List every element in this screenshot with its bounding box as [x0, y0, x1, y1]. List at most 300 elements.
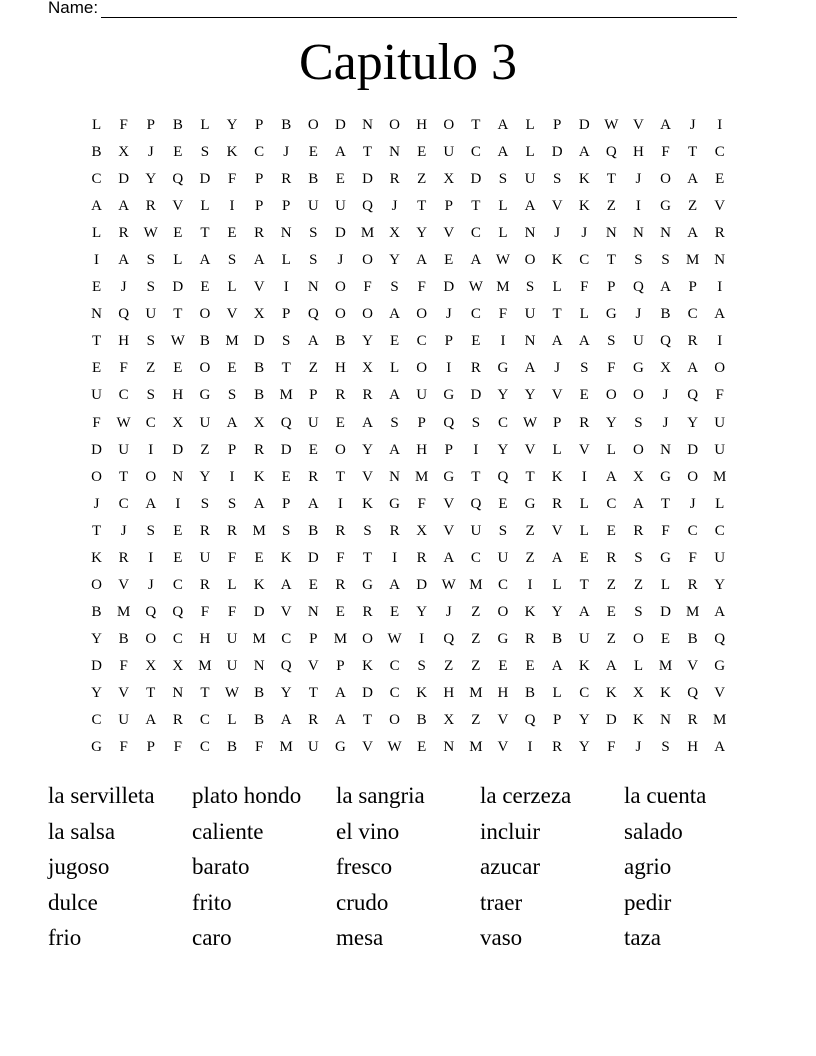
grid-letter[interactable]: A — [470, 252, 482, 269]
grid-letter[interactable]: R — [606, 549, 617, 566]
grid-letter[interactable]: E — [200, 279, 210, 296]
grid-letter[interactable]: A — [280, 712, 292, 729]
grid-letter[interactable]: Q — [362, 198, 373, 215]
grid-letter[interactable]: E — [606, 603, 616, 620]
grid-letter[interactable]: F — [254, 739, 264, 756]
grid-letter[interactable]: H — [416, 117, 428, 133]
grid-letter[interactable]: Y — [389, 252, 400, 269]
grid-letter[interactable]: E — [173, 549, 183, 566]
grid-letter[interactable]: O — [199, 360, 211, 377]
grid-letter[interactable]: W — [604, 117, 619, 133]
grid-letter[interactable]: J — [581, 225, 588, 242]
grid-letter[interactable]: J — [283, 144, 290, 161]
grid-letter[interactable]: E — [525, 657, 535, 674]
grid-letter[interactable]: F — [661, 144, 670, 161]
grid-letter[interactable]: Q — [524, 712, 536, 729]
grid-letter[interactable]: M — [252, 522, 266, 539]
grid-letter[interactable]: D — [470, 387, 482, 404]
grid-letter[interactable]: K — [253, 576, 265, 593]
grid-letter[interactable]: Q — [633, 279, 644, 296]
grid-letter[interactable]: S — [390, 279, 399, 296]
grid-letter[interactable]: S — [227, 495, 237, 512]
grid-letter[interactable]: K — [605, 684, 617, 701]
grid-letter[interactable]: T — [200, 225, 210, 242]
grid-letter[interactable]: R — [335, 576, 346, 593]
grid-letter[interactable]: J — [147, 144, 154, 161]
grid-letter[interactable]: X — [660, 360, 671, 377]
grid-letter[interactable]: Q — [172, 603, 184, 620]
grid-letter[interactable]: I — [581, 468, 587, 485]
grid-letter[interactable]: V — [118, 684, 130, 701]
grid-letter[interactable]: E — [173, 225, 183, 242]
grid-letter[interactable]: G — [660, 198, 671, 215]
grid-letter[interactable]: X — [633, 468, 644, 485]
grid-letter[interactable]: O — [389, 712, 400, 729]
grid-letter[interactable]: J — [689, 495, 696, 512]
grid-letter[interactable]: C — [470, 549, 481, 566]
grid-letter[interactable]: F — [498, 306, 508, 323]
grid-letter[interactable]: R — [254, 225, 265, 242]
grid-letter[interactable]: H — [687, 739, 699, 756]
grid-letter[interactable]: D — [578, 117, 590, 133]
grid-letter[interactable]: L — [498, 198, 508, 215]
grid-letter[interactable]: V — [443, 495, 455, 512]
grid-letter[interactable]: I — [148, 549, 154, 566]
grid-letter[interactable]: R — [470, 360, 481, 377]
grid-letter[interactable]: A — [91, 198, 102, 215]
grid-letter[interactable]: D — [605, 712, 617, 729]
grid-letter[interactable]: L — [579, 495, 589, 512]
grid-letter[interactable]: A — [334, 684, 346, 701]
grid-letter[interactable]: H — [334, 360, 346, 377]
grid-letter[interactable]: O — [334, 441, 346, 458]
grid-letter[interactable]: F — [661, 522, 670, 539]
grid-letter[interactable]: V — [443, 225, 455, 242]
grid-letter[interactable]: I — [283, 279, 289, 296]
grid-letter[interactable]: Y — [687, 414, 699, 431]
grid-letter[interactable]: U — [118, 712, 130, 729]
grid-letter[interactable]: M — [685, 252, 700, 269]
grid-letter[interactable]: S — [146, 522, 155, 539]
grid-letter[interactable]: A — [307, 495, 319, 512]
grid-letter[interactable]: A — [714, 306, 726, 323]
grid-letter[interactable]: T — [606, 171, 616, 188]
grid-letter[interactable]: L — [579, 306, 589, 323]
grid-letter[interactable]: O — [145, 630, 157, 647]
grid-letter[interactable]: C — [579, 252, 590, 269]
grid-letter[interactable]: N — [714, 252, 726, 269]
grid-letter[interactable]: D — [172, 441, 184, 458]
grid-letter[interactable]: R — [199, 576, 210, 593]
grid-letter[interactable]: O — [660, 171, 671, 188]
grid-letter[interactable]: C — [714, 522, 725, 539]
grid-letter[interactable]: V — [633, 117, 644, 133]
grid-letter[interactable]: I — [175, 495, 181, 512]
grid-letter[interactable]: D — [334, 117, 346, 133]
grid-letter[interactable]: L — [281, 252, 291, 269]
grid-letter[interactable]: V — [524, 441, 536, 458]
grid-letter[interactable]: T — [308, 684, 318, 701]
grid-letter[interactable]: K — [578, 198, 590, 215]
grid-letter[interactable]: E — [254, 549, 264, 566]
grid-letter[interactable]: O — [633, 441, 644, 458]
grid-letter[interactable]: E — [606, 522, 616, 539]
grid-letter[interactable]: Y — [497, 387, 509, 404]
grid-letter[interactable]: S — [634, 252, 643, 269]
grid-letter[interactable]: Y — [524, 387, 536, 404]
grid-letter[interactable]: Q — [687, 684, 699, 701]
grid-letter[interactable]: H — [118, 333, 130, 350]
grid-letter[interactable]: Y — [145, 171, 157, 188]
grid-letter[interactable]: H — [199, 630, 211, 647]
grid-letter[interactable]: F — [173, 739, 182, 756]
grid-letter[interactable]: R — [552, 739, 563, 756]
grid-letter[interactable]: A — [389, 306, 400, 323]
grid-letter[interactable]: I — [527, 576, 533, 593]
grid-letter[interactable]: B — [254, 712, 265, 729]
grid-letter[interactable]: E — [335, 414, 345, 431]
grid-letter[interactable]: A — [605, 657, 617, 674]
grid-letter[interactable]: G — [497, 630, 509, 647]
grid-letter[interactable]: N — [389, 468, 400, 485]
grid-letter[interactable]: T — [362, 144, 373, 161]
grid-letter[interactable]: I — [635, 198, 641, 215]
grid-letter[interactable]: D — [91, 441, 102, 458]
grid-letter[interactable]: N — [633, 225, 644, 242]
grid-letter[interactable]: F — [417, 495, 426, 512]
grid-letter[interactable]: L — [606, 441, 616, 458]
grid-letter[interactable]: S — [146, 279, 155, 296]
grid-letter[interactable]: D — [362, 171, 373, 188]
grid-letter[interactable]: V — [172, 198, 184, 215]
grid-letter[interactable]: S — [200, 495, 210, 512]
grid-letter[interactable]: S — [471, 414, 481, 431]
grid-letter[interactable]: J — [147, 576, 154, 593]
grid-letter[interactable]: R — [687, 712, 698, 729]
grid-letter[interactable]: D — [172, 279, 184, 296]
grid-letter[interactable]: I — [94, 252, 100, 269]
grid-letter[interactable]: F — [688, 549, 697, 566]
grid-letter[interactable]: P — [552, 414, 562, 431]
grid-letter[interactable]: O — [199, 306, 211, 323]
grid-letter[interactable]: B — [308, 522, 319, 539]
grid-letter[interactable]: C — [606, 495, 617, 512]
grid-letter[interactable]: E — [308, 576, 318, 593]
grid-letter[interactable]: A — [389, 441, 400, 458]
grid-letter[interactable]: O — [91, 468, 102, 485]
grid-letter[interactable]: F — [715, 387, 724, 404]
grid-letter[interactable]: A — [714, 739, 726, 756]
grid-letter[interactable]: S — [227, 387, 237, 404]
grid-letter[interactable]: B — [281, 117, 292, 133]
grid-letter[interactable]: Y — [362, 441, 373, 458]
grid-letter[interactable]: Q — [145, 603, 157, 620]
grid-letter[interactable]: E — [498, 495, 508, 512]
grid-letter[interactable]: L — [91, 225, 102, 242]
grid-letter[interactable]: U — [307, 414, 319, 431]
grid-letter[interactable]: A — [416, 252, 428, 269]
grid-letter[interactable]: D — [660, 603, 671, 620]
grid-letter[interactable]: G — [605, 306, 617, 323]
grid-letter[interactable]: J — [662, 414, 669, 431]
grid-letter[interactable]: E — [389, 333, 400, 350]
grid-letter[interactable]: J — [120, 279, 127, 296]
grid-letter[interactable]: P — [282, 306, 291, 323]
grid-letter[interactable]: C — [172, 576, 183, 593]
grid-letter[interactable]: I — [419, 630, 425, 647]
grid-letter[interactable]: Z — [200, 441, 210, 458]
grid-letter[interactable]: I — [473, 441, 479, 458]
grid-letter[interactable]: F — [607, 360, 616, 377]
grid-letter[interactable]: E — [308, 441, 318, 458]
grid-letter[interactable]: E — [335, 171, 345, 188]
grid-letter[interactable]: A — [551, 333, 563, 350]
name-field[interactable] — [48, 0, 748, 18]
grid-letter[interactable]: O — [362, 252, 373, 269]
grid-letter[interactable]: O — [633, 387, 644, 404]
grid-letter[interactable]: M — [225, 333, 239, 350]
grid-letter[interactable]: P — [607, 279, 616, 296]
grid-letter[interactable]: B — [254, 684, 265, 701]
grid-letter[interactable]: T — [552, 306, 562, 323]
grid-letter[interactable]: K — [280, 549, 292, 566]
grid-letter[interactable]: U — [307, 198, 319, 215]
grid-letter[interactable]: U — [334, 198, 346, 215]
grid-letter[interactable]: E — [417, 739, 427, 756]
grid-letter[interactable]: N — [660, 712, 671, 729]
grid-letter[interactable]: Y — [362, 333, 373, 350]
grid-letter[interactable]: W — [387, 739, 402, 756]
grid-letter[interactable]: K — [362, 495, 373, 512]
grid-letter[interactable]: Z — [471, 657, 481, 674]
grid-letter[interactable]: W — [143, 225, 158, 242]
grid-letter[interactable]: Z — [308, 360, 318, 377]
grid-letter[interactable]: H — [172, 387, 184, 404]
grid-letter[interactable]: A — [551, 657, 563, 674]
grid-letter[interactable]: C — [687, 522, 698, 539]
grid-letter[interactable]: I — [527, 739, 533, 756]
grid-letter[interactable]: T — [471, 468, 481, 485]
grid-letter[interactable]: N — [660, 225, 671, 242]
grid-letter[interactable]: F — [363, 279, 372, 296]
grid-letter[interactable]: Y — [91, 630, 102, 647]
grid-letter[interactable]: N — [524, 225, 536, 242]
grid-letter[interactable]: P — [444, 441, 453, 458]
grid-letter[interactable]: O — [524, 252, 536, 269]
grid-letter[interactable]: X — [118, 144, 130, 161]
grid-letter[interactable]: H — [633, 144, 644, 161]
grid-letter[interactable]: E — [579, 387, 589, 404]
grid-letter[interactable]: L — [200, 198, 210, 215]
grid-letter[interactable]: Q — [605, 144, 617, 161]
grid-letter[interactable]: R — [254, 441, 265, 458]
grid-letter[interactable]: P — [688, 279, 697, 296]
grid-letter[interactable]: U — [91, 387, 102, 404]
grid-letter[interactable]: K — [226, 144, 238, 161]
grid-letter[interactable]: A — [660, 117, 671, 133]
grid-letter[interactable]: S — [200, 144, 210, 161]
grid-letter[interactable]: C — [254, 144, 265, 161]
grid-letter[interactable]: D — [199, 171, 211, 188]
grid-letter[interactable]: V — [551, 198, 563, 215]
grid-letter[interactable]: R — [335, 522, 346, 539]
grid-letter[interactable]: K — [578, 171, 590, 188]
grid-letter[interactable]: E — [173, 522, 183, 539]
grid-letter[interactable]: X — [362, 360, 373, 377]
grid-letter[interactable]: E — [660, 630, 671, 647]
grid-letter[interactable]: U — [118, 441, 130, 458]
grid-letter[interactable]: Y — [605, 414, 617, 431]
grid-letter[interactable]: P — [444, 198, 453, 215]
grid-letter[interactable]: G — [362, 576, 373, 593]
grid-letter[interactable]: U — [714, 414, 726, 431]
grid-letter[interactable]: Q — [687, 387, 699, 404]
grid-letter[interactable]: V — [497, 739, 509, 756]
grid-letter[interactable]: J — [635, 739, 642, 756]
grid-letter[interactable]: N — [172, 684, 184, 701]
grid-letter[interactable]: D — [416, 576, 428, 593]
grid-letter[interactable]: P — [254, 117, 264, 133]
grid-letter[interactable]: D — [443, 279, 455, 296]
grid-letter[interactable]: I — [717, 117, 723, 133]
grid-letter[interactable]: S — [498, 171, 508, 188]
grid-letter[interactable]: R — [227, 522, 238, 539]
grid-letter[interactable]: A — [118, 198, 130, 215]
grid-letter[interactable]: V — [551, 522, 563, 539]
grid-letter[interactable]: L — [525, 144, 535, 161]
grid-letter[interactable]: X — [443, 712, 455, 729]
grid-letter[interactable]: T — [200, 684, 210, 701]
grid-letter[interactable]: M — [469, 576, 483, 593]
grid-letter[interactable]: R — [389, 171, 400, 188]
grid-letter[interactable]: R — [362, 387, 373, 404]
grid-letter[interactable]: T — [579, 576, 589, 593]
grid-letter[interactable]: E — [444, 252, 454, 269]
grid-letter[interactable]: X — [389, 225, 400, 242]
grid-letter[interactable]: W — [387, 630, 402, 647]
grid-letter[interactable]: J — [554, 360, 561, 377]
grid-letter[interactable]: W — [468, 279, 483, 296]
grid-letter[interactable]: I — [229, 198, 235, 215]
grid-letter[interactable]: V — [362, 739, 373, 756]
grid-letter[interactable]: T — [362, 712, 373, 729]
grid-letter[interactable]: L — [227, 712, 237, 729]
grid-letter[interactable]: C — [199, 739, 210, 756]
grid-letter[interactable]: N — [524, 333, 536, 350]
grid-letter[interactable]: R — [281, 171, 292, 188]
grid-letter[interactable]: G — [443, 468, 455, 485]
grid-letter[interactable]: A — [145, 495, 157, 512]
grid-letter[interactable]: B — [687, 630, 698, 647]
grid-letter[interactable]: O — [633, 630, 644, 647]
grid-letter[interactable]: G — [497, 360, 509, 377]
grid-letter[interactable]: L — [552, 441, 562, 458]
grid-letter[interactable]: D — [551, 144, 563, 161]
grid-letter[interactable]: O — [714, 360, 726, 377]
grid-letter[interactable]: I — [392, 549, 398, 566]
grid-letter[interactable]: Y — [416, 603, 428, 620]
grid-letter[interactable]: V — [551, 387, 563, 404]
grid-letter[interactable]: G — [524, 495, 536, 512]
grid-letter[interactable]: V — [280, 603, 292, 620]
grid-letter[interactable]: O — [605, 387, 617, 404]
grid-letter[interactable]: W — [495, 252, 511, 269]
grid-letter[interactable]: Y — [578, 739, 590, 756]
grid-letter[interactable]: B — [118, 630, 129, 647]
grid-letter[interactable]: A — [605, 468, 617, 485]
grid-letter[interactable]: Z — [417, 171, 427, 188]
grid-letter[interactable]: L — [389, 360, 400, 377]
grid-letter[interactable]: Z — [525, 549, 535, 566]
grid-letter[interactable]: F — [119, 657, 128, 674]
grid-letter[interactable]: O — [91, 576, 102, 593]
grid-letter[interactable]: M — [360, 225, 375, 242]
grid-letter[interactable]: K — [551, 468, 563, 485]
grid-letter[interactable]: P — [309, 630, 318, 647]
grid-letter[interactable]: L — [525, 117, 535, 133]
grid-letter[interactable]: E — [579, 549, 589, 566]
grid-letter[interactable]: P — [552, 117, 562, 133]
grid-letter[interactable]: J — [689, 117, 696, 133]
grid-letter[interactable]: T — [173, 306, 183, 323]
grid-letter[interactable]: O — [362, 306, 373, 323]
grid-letter[interactable]: A — [551, 549, 563, 566]
grid-letter[interactable]: R — [308, 712, 319, 729]
grid-letter[interactable]: W — [224, 684, 240, 701]
grid-letter[interactable]: E — [173, 144, 183, 161]
name-blank-line[interactable] — [101, 3, 737, 18]
grid-letter[interactable]: T — [146, 684, 156, 701]
grid-letter[interactable]: O — [416, 306, 428, 323]
grid-letter[interactable]: L — [552, 576, 562, 593]
grid-letter[interactable]: K — [362, 657, 373, 674]
grid-letter[interactable]: C — [497, 414, 508, 431]
grid-letter[interactable]: R — [389, 522, 400, 539]
grid-letter[interactable]: N — [362, 117, 373, 133]
grid-letter[interactable]: O — [443, 117, 455, 133]
grid-letter[interactable]: E — [715, 171, 725, 188]
grid-letter[interactable]: E — [498, 657, 508, 674]
grid-letter[interactable]: U — [470, 522, 482, 539]
grid-letter[interactable]: A — [389, 387, 400, 404]
grid-letter[interactable]: E — [91, 279, 102, 296]
grid-letter[interactable]: B — [172, 117, 183, 133]
grid-letter[interactable]: D — [253, 603, 265, 620]
grid-letter[interactable]: R — [687, 576, 698, 593]
grid-letter[interactable]: Q — [172, 171, 184, 188]
grid-letter[interactable]: G — [91, 739, 102, 756]
grid-letter[interactable]: Z — [633, 576, 643, 593]
grid-letter[interactable]: A — [280, 576, 292, 593]
grid-letter[interactable]: F — [119, 360, 128, 377]
grid-letter[interactable]: I — [717, 333, 723, 350]
grid-letter[interactable]: V — [443, 522, 455, 539]
grid-letter[interactable]: O — [389, 117, 400, 133]
grid-letter[interactable]: T — [471, 198, 481, 215]
grid-letter[interactable]: B — [416, 712, 427, 729]
grid-letter[interactable]: Z — [606, 576, 616, 593]
grid-letter[interactable]: L — [552, 279, 562, 296]
grid-letter[interactable]: J — [635, 171, 642, 188]
grid-letter[interactable]: E — [227, 360, 237, 377]
grid-letter[interactable]: A — [362, 414, 373, 431]
grid-letter[interactable]: E — [91, 360, 102, 377]
grid-letter[interactable]: M — [279, 387, 293, 404]
grid-letter[interactable]: W — [522, 414, 538, 431]
grid-letter[interactable]: M — [713, 712, 727, 729]
grid-letter[interactable]: F — [336, 549, 345, 566]
grid-letter[interactable]: A — [307, 333, 319, 350]
